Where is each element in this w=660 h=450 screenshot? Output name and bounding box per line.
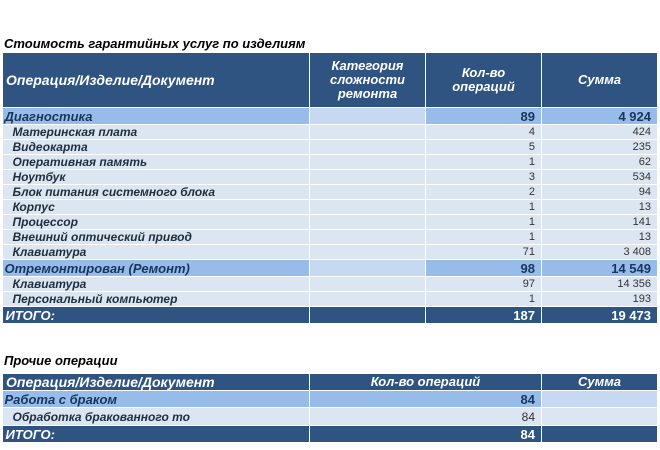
item-name: Оперативная память — [3, 155, 310, 170]
table-row — [3, 215, 658, 230]
group-name: Работа с браком — [3, 391, 310, 408]
item-count: 1 — [426, 215, 542, 230]
col-header-operation: Операция/Изделие/Документ — [3, 374, 310, 391]
item-category — [310, 230, 426, 245]
item-category — [310, 140, 426, 155]
item-name: Персональный компьютер — [3, 292, 310, 307]
item-sum: 424 — [542, 125, 658, 140]
item-count: 84 — [310, 408, 542, 426]
col-header-category-line1: Категория — [331, 58, 404, 73]
item-name: Обработка бракованного то — [3, 408, 310, 426]
col-header-sum: Сумма — [542, 53, 658, 108]
item-sum: 141 — [542, 215, 658, 230]
table-row — [3, 245, 658, 260]
item-count: 3 — [426, 170, 542, 185]
group-count: 89 — [426, 108, 542, 125]
table-row — [3, 140, 658, 155]
table-row — [3, 230, 658, 245]
group-sum: 14 549 — [542, 260, 658, 277]
item-count: 1 — [426, 155, 542, 170]
group-count: 98 — [426, 260, 542, 277]
item-name: Клавиатура — [3, 277, 310, 292]
item-sum — [542, 408, 658, 426]
item-sum: 235 — [542, 140, 658, 155]
item-category — [310, 185, 426, 200]
total-count: 187 — [426, 307, 542, 324]
group-category — [310, 108, 426, 125]
item-name: Процессор — [3, 215, 310, 230]
item-category — [310, 245, 426, 260]
item-count: 1 — [426, 292, 542, 307]
item-sum: 534 — [542, 170, 658, 185]
col-header-category-line3: ремонта — [337, 86, 398, 101]
col-header-count-line2: операций — [452, 79, 515, 94]
item-category — [310, 215, 426, 230]
section-title-other: Прочие операции — [4, 353, 118, 368]
col-header-sum: Сумма — [542, 374, 658, 391]
item-category — [310, 155, 426, 170]
total-label: ИТОГО: — [3, 307, 310, 324]
item-name: Видеокарта — [3, 140, 310, 155]
item-count: 5 — [426, 140, 542, 155]
col-header-count-line1: Кол-во — [461, 65, 506, 80]
group-sum: 4 924 — [542, 108, 658, 125]
group-row — [3, 260, 658, 277]
item-name: Корпус — [3, 200, 310, 215]
item-count: 2 — [426, 185, 542, 200]
other-operations-table — [2, 373, 658, 442]
item-sum: 62 — [542, 155, 658, 170]
item-count: 97 — [426, 277, 542, 292]
item-name: Материнская плата — [3, 125, 310, 140]
total-row — [3, 426, 658, 443]
other-table-header — [3, 374, 658, 391]
item-sum: 14 356 — [542, 277, 658, 292]
item-category — [310, 277, 426, 292]
item-category — [310, 292, 426, 307]
group-count: 84 — [310, 391, 542, 408]
table-row — [3, 200, 658, 215]
total-row — [3, 307, 658, 324]
total-category — [310, 307, 426, 324]
item-count: 1 — [426, 200, 542, 215]
item-name: Блок питания системного блока — [3, 185, 310, 200]
group-category — [310, 260, 426, 277]
section-title-warranty: Стоимость гарантийных услуг по изделиям — [4, 36, 306, 51]
total-label: ИТОГО: — [3, 426, 310, 443]
total-count: 84 — [310, 426, 542, 443]
item-category — [310, 200, 426, 215]
item-sum: 193 — [542, 292, 658, 307]
warranty-table — [2, 52, 658, 323]
col-header-count: Кол-во операций — [310, 374, 542, 391]
item-name: Клавиатура — [3, 245, 310, 260]
col-header-operation: Операция/Изделие/Документ — [3, 53, 310, 108]
table-row — [3, 292, 658, 307]
group-name: Диагностика — [3, 108, 310, 125]
warranty-table-header — [3, 53, 658, 108]
item-count: 1 — [426, 230, 542, 245]
col-header-category — [310, 53, 426, 108]
total-sum — [542, 426, 658, 443]
col-header-category-line2: сложности — [329, 72, 405, 87]
item-sum: 94 — [542, 185, 658, 200]
table-row — [3, 170, 658, 185]
total-sum: 19 473 — [542, 307, 658, 324]
table-row — [3, 408, 658, 426]
item-sum: 13 — [542, 230, 658, 245]
item-category — [310, 125, 426, 140]
group-name: Отремонтирован (Ремонт) — [3, 260, 310, 277]
group-row — [3, 391, 658, 408]
item-name: Внешний оптический привод — [3, 230, 310, 245]
table-row — [3, 185, 658, 200]
group-row — [3, 108, 658, 125]
group-sum — [542, 391, 658, 408]
item-name: Ноутбук — [3, 170, 310, 185]
item-sum: 13 — [542, 200, 658, 215]
col-header-count — [426, 53, 542, 108]
table-row — [3, 155, 658, 170]
item-category — [310, 170, 426, 185]
item-count: 4 — [426, 125, 542, 140]
item-count: 71 — [426, 245, 542, 260]
table-row — [3, 277, 658, 292]
item-sum: 3 408 — [542, 245, 658, 260]
table-row — [3, 125, 658, 140]
